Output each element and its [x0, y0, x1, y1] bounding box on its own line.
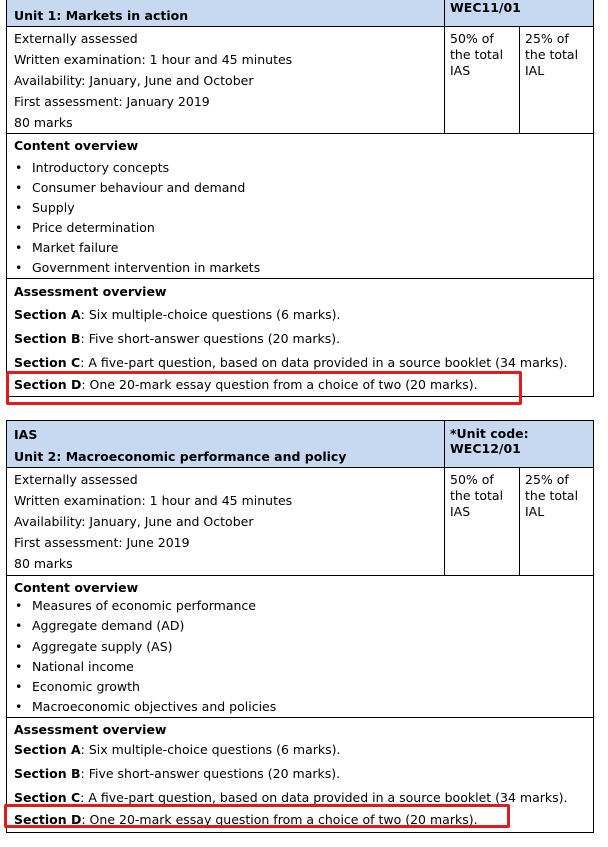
assessment-info — [7, 468, 593, 576]
assessment-heading: Assessment overview — [14, 284, 167, 299]
assessment-line: First assessment: June 2019 — [14, 535, 190, 550]
list-item: • Consumer behaviour and demand — [15, 180, 246, 195]
list-item: • Measures of economic performance — [15, 598, 256, 613]
unit-code-label: *Unit code: — [450, 426, 529, 441]
unit-title: Unit 1: Markets in action — [14, 8, 189, 23]
highlight-box — [4, 804, 510, 828]
unit-1-table — [6, 0, 594, 397]
list-item: • Economic growth — [15, 679, 140, 694]
assessment-line: First assessment: January 2019 — [14, 94, 210, 109]
section-a: Section A: Six multiple-choice questions (6 marks). — [14, 742, 341, 757]
list-item: • Price determination — [15, 220, 155, 235]
unit-title: Unit 2: Macroeconomic performance and policy — [14, 449, 347, 464]
content-heading: Content overview — [14, 138, 139, 153]
ial-weighting: 25% of the total IAL — [525, 472, 579, 519]
ias-weighting: 50% of the total IAS — [445, 468, 520, 575]
ias-weighting: 50% of the total IAS — [445, 27, 520, 133]
assessment-heading: Assessment overview — [14, 722, 167, 737]
list-item: • Aggregate supply (AS) — [15, 639, 173, 654]
assessment-line: Availability: January, June and October — [14, 514, 254, 529]
assessment-line: Written examination: 1 hour and 45 minutes — [14, 52, 293, 67]
assessment-line: Externally assessed — [14, 472, 138, 487]
list-item: • Government intervention in markets — [15, 260, 261, 275]
section-c: Section C: A five-part question, based on data provided in a source booklet (34 marks). — [14, 790, 568, 805]
section-a: Section A: Six multiple-choice questions (6 marks). — [14, 307, 341, 322]
ial-weighting: 25% of the total IAL — [525, 31, 579, 78]
unit-header — [7, 421, 593, 468]
list-item: • Market failure — [15, 240, 119, 255]
section-c: Section C: A five-part question, based on data provided in a source booklet (34 marks). — [14, 355, 568, 370]
unit-2-table — [6, 420, 594, 833]
assessment-line: 80 marks — [14, 115, 73, 130]
unit-level: IAS — [14, 427, 38, 442]
list-item: • Macroeconomic objectives and policies — [15, 699, 277, 714]
assessment-line: Written examination: 1 hour and 45 minutes — [14, 493, 293, 508]
list-item: • Aggregate demand (AD) — [15, 618, 185, 633]
assessment-line: Externally assessed — [14, 31, 138, 46]
content-heading: Content overview — [14, 580, 139, 595]
unit-code: WEC12/01 — [450, 441, 521, 456]
section-b: Section B: Five short-answer questions (20 marks). — [14, 766, 341, 781]
unit-header — [7, 0, 593, 27]
assessment-info — [7, 27, 593, 134]
content-overview — [7, 576, 593, 718]
assessment-line: Availability: January, June and October — [14, 73, 254, 88]
section-b: Section B: Five short-answer questions (20 marks). — [14, 331, 341, 346]
highlight-box — [6, 371, 522, 405]
list-item: • National income — [15, 659, 134, 674]
section-d: Section D: One 20-mark essay question from a choice of two (20 marks). — [14, 812, 478, 827]
content-overview — [7, 134, 593, 279]
list-item: • Introductory concepts — [15, 160, 170, 175]
assessment-line: 80 marks — [14, 556, 73, 571]
unit-code: WEC11/01 — [450, 0, 521, 15]
section-d: Section D: One 20-mark essay question from a choice of two (20 marks). — [14, 377, 478, 392]
list-item: • Supply — [15, 200, 75, 215]
